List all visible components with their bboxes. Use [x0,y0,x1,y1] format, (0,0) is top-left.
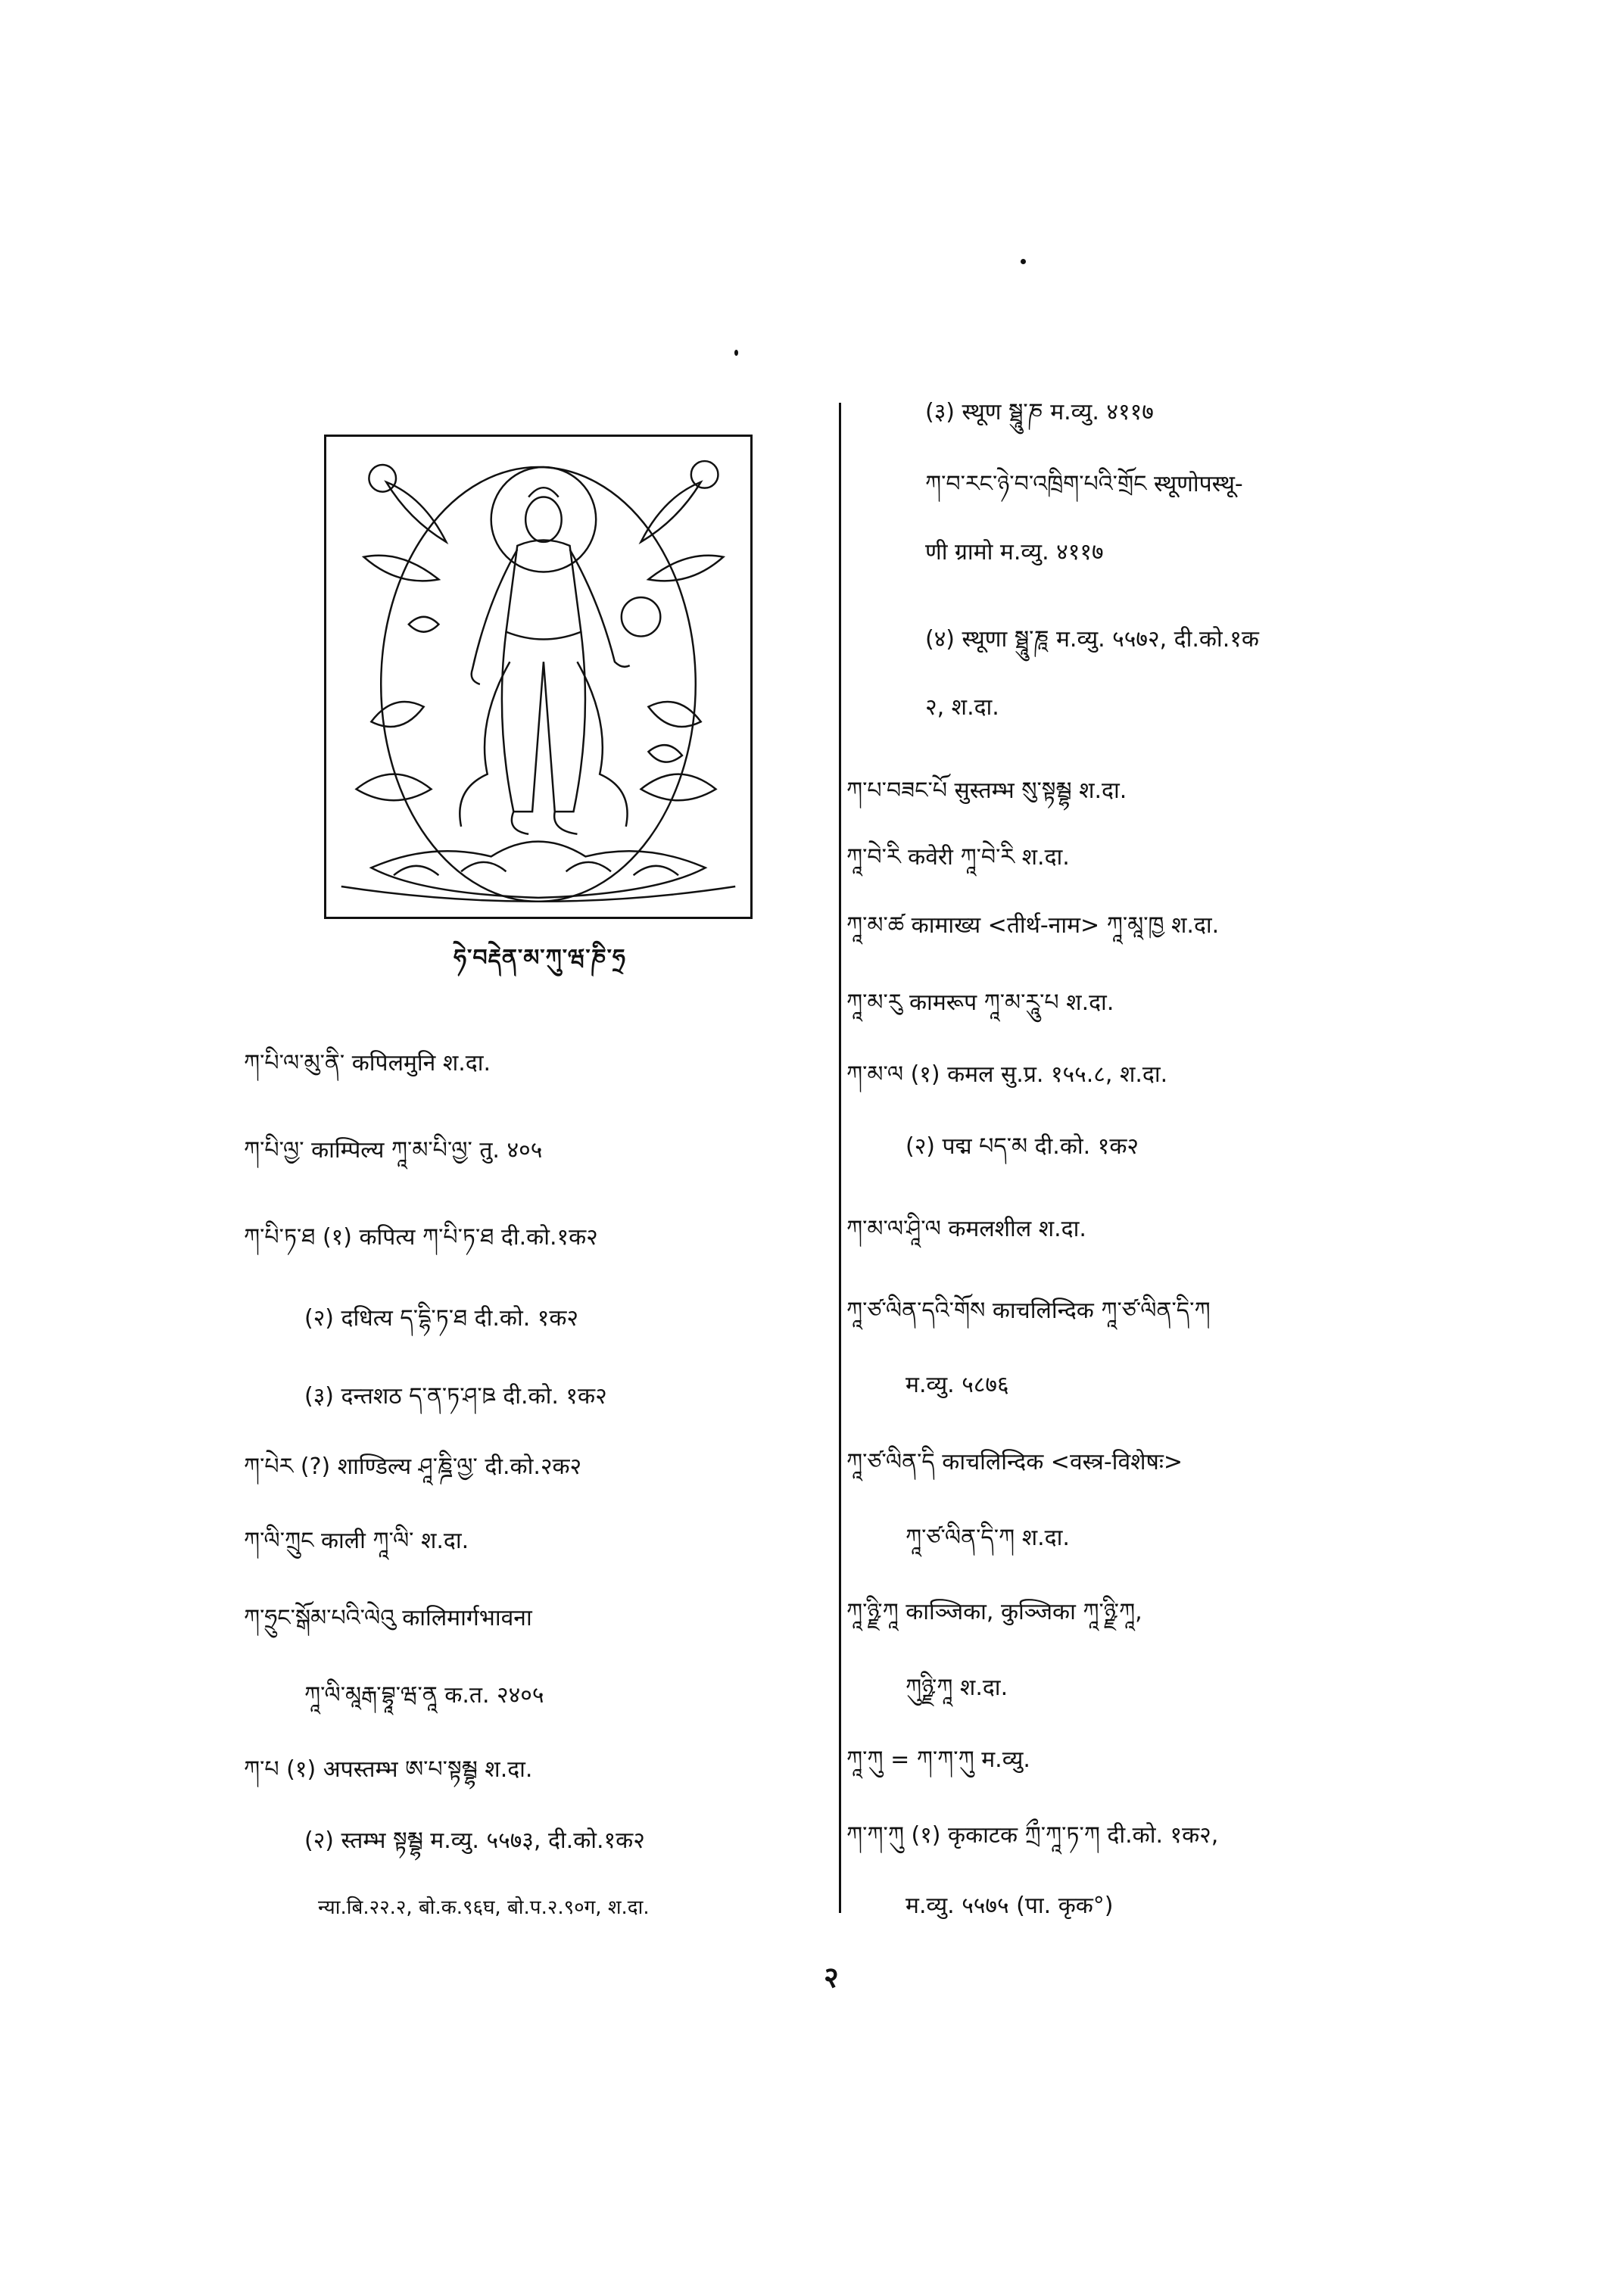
right-entry-4: (४) स्थूणा སྠཱུ་ཎཱ म.व्यु. ५५७२, दी.को.१क [925,626,1259,653]
figure-caption: ཧེ་བརྡེན་མ་ཀུ་ཝ་ཎི་ཧྲ [454,945,626,971]
left-entry-5: (३) दन्तशठ ད་ན་ཏ་ཤ་ཋ दी.को. १क२ [304,1383,607,1410]
left-entry-3: ཀ་པི་ཏ་ཐ (१) कपित्य ཀ་པི་ཏ་ཐ दी.को.१क२ [244,1224,598,1251]
left-entry-2: ཀ་པི་ལྱ་ काम्पिल्य ཀཱ་མ་པི་ལྱ་ तु. ४०५ [244,1137,543,1164]
right-entry-12: ཀ་མ་ལ་ཤཱི་ལ कमलशील श.दा. [846,1216,1086,1242]
right-entry-2: ཀ་བ་རང་ཉེ་བ་འཁྲིག་པའི་གྲོང स्थूणोपस्थू- [925,471,1243,497]
right-entry-11: (२) पद्म པད་མ दी.को. १क२ [906,1133,1139,1160]
left-entry-12: न्या.बि.२२.२, बो.क.९६घ, बो.प.२.९०ग, श.दा. [318,1896,650,1919]
right-entry-1: (३) स्थूण སྠཱུ་ཎ म.व्यु. ४११७ [925,399,1154,425]
left-entry-1: ཀ་པི་ལ་མུ་ནི་ कपिलमुनि श.दा. [244,1050,491,1076]
left-entry-10: ཀ་པ (१) अपस्तम्भ ཨ་པ་སྟམྦྷ श.दा. [244,1756,533,1783]
right-entry-5: २, श.दा. [925,694,999,721]
right-entry-19: ཀཱ་ཀུ = ཀ་ཀ་ཀུ म.व्यु. [846,1746,1030,1773]
right-entry-13: ཀཱ་ཙ་ལིན་དའི་གོས काचलिन्दिक ཀཱ་ཙ་ལིན་དི་ཀ [846,1298,1211,1324]
right-entry-16: ཀཱ་ཙ་ལིན་དི་ཀ श.दा. [906,1525,1070,1551]
left-entry-11: (२) स्तम्भ སྟམྦྷ म.व्यु. ५५७३, दी.को.१क२ [304,1827,645,1854]
left-entry-8: ཀ་ཧྲུང་སྒོམ་པའི་ལེའུ कालिमार्गभावना [244,1605,532,1631]
left-entry-4: (२) दधित्य ད་དྷི་ཏ་ཐ दी.को. १क२ [304,1305,579,1332]
right-entry-6: ཀ་པ་བཟང་པོ सुस्तम्भ སུ་སྟམྦྷ श.दा. [846,777,1127,804]
deity-illustration [324,435,753,919]
right-entry-17: ཀཱ་ཉྫི་ཀཱ काञ्जिका, कुञ्जिका ཀཱ་ཉྫི་ཀཱ, [846,1599,1142,1625]
right-entry-9: ཀཱ་མ་རུ कामरूप ཀཱ་མ་རཱུ་པ श.दा. [846,989,1114,1016]
right-entry-18: ཀུཉྫི་ཀཱ श.दा. [906,1675,1008,1701]
right-entry-20: ཀ་ཀ་ཀུ (१) कृकाटक ཀྲྀ་ཀཱ་ཏ་ཀ दी.को. १क२, [846,1822,1219,1849]
right-entry-10: ཀ་མ་ལ (१) कमल सु.प्र. १५५.८, श.दा. [846,1061,1168,1088]
column-divider [839,403,841,1913]
page-speck-top [1021,259,1026,264]
page-number: २ [824,1961,839,1994]
left-entry-6: ཀ་པེར (?) शाण्डिल्य ཤཱ་ཎྜི་ལྱ་ दी.को.२क२ [244,1453,582,1480]
page-speck-left [734,350,738,356]
left-entry-7: ཀ་ལི་ཀྲུང काली ཀཱ་ལི་ श.दा. [244,1528,469,1554]
right-entry-3: णी ग्रामो म.व्यु. ४११७ [925,539,1104,565]
deity-drawing [326,437,750,917]
right-entry-8: ཀཱ་མ་ཚ कामाख्य <तीर्थ-नाम> ཀཱ་མཱ་ཁྱ श.दा. [846,912,1220,939]
right-entry-7: ཀཱ་བེ་རི कवेरी ཀཱ་བེ་རི श.दा. [846,844,1070,871]
left-entry-9: ཀཱ་ལི་མཱརྒ་བྷཱ་ཝ་ནཱ क.त. २४०५ [304,1682,544,1709]
right-entry-21: म.व्यु. ५५७५ (पा. कृक°) [906,1893,1114,1919]
right-entry-15: ཀཱ་ཙ་ལིན་དི काचलिन्दिक <वस्त्र-विशेषः> [846,1449,1183,1475]
right-entry-14: म.व्यु. ५८७६ [906,1372,1009,1398]
